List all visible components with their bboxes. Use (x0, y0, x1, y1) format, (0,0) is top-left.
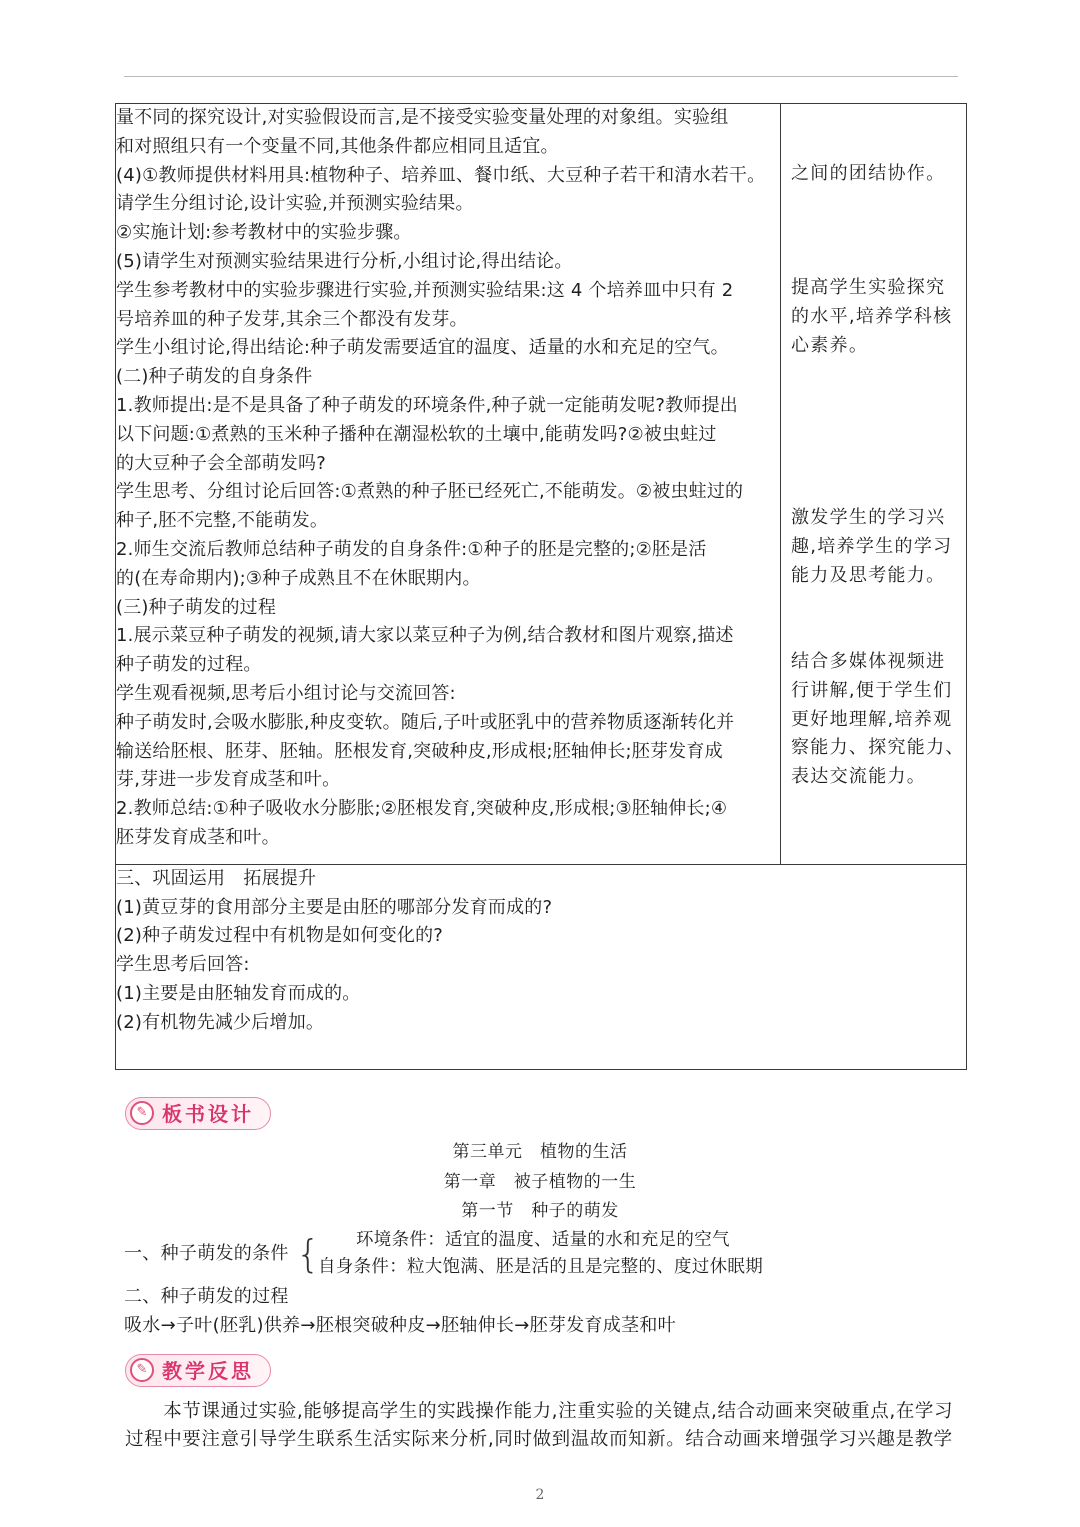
board-section-title: 第一节 种子的萌发 (461, 1201, 619, 1221)
design-intent-line: 的水平,培养学科核 (791, 305, 953, 327)
process-text-line: 学生参考教材中的实验步骤进行实验,并预测实验结果:这 4 个培养皿中只有 2 (116, 279, 734, 301)
board-process-label: 二、种子萌发的过程 (124, 1286, 289, 1307)
consolidation-cell (116, 864, 967, 1069)
consolidation-text-line: (2)有机物先减少后增加。 (116, 1011, 325, 1033)
consolidation-text-line: (2)种子萌发过程中有机物是如何变化的? (116, 925, 444, 947)
pencil-icon: ✎ (130, 1358, 154, 1382)
table-row-consolidation (116, 864, 967, 1069)
board-self-condition: 自身条件：粒大饱满、胚是活的且是完整的、度过休眠期 (318, 1257, 763, 1277)
process-text-line: 芽,芽进一步发育成茎和叶。 (116, 769, 341, 791)
process-text-line: 1.展示菜豆种子萌发的视频,请大家以菜豆种子为例,结合教材和图片观察,描述 (116, 625, 734, 647)
process-text-line: 的大豆种子会全部萌发吗? (116, 452, 326, 474)
design-intent-line: 激发学生的学习兴 (791, 507, 946, 528)
design-intent-line: 能力及思考能力。 (791, 564, 946, 586)
board-unit-title: 第三单元 植物的生活 (452, 1142, 628, 1162)
process-text-line: 学生观看视频,思考后小组讨论与交流回答: (116, 682, 456, 704)
design-intent-line: 结合多媒体视频进 (791, 651, 946, 672)
table-row-process (116, 104, 967, 865)
process-text-line: 种子,胚不完整,不能萌发。 (116, 510, 329, 532)
design-intent-block (791, 274, 952, 360)
consolidation-text-line: 学生思考后回答: (116, 954, 250, 976)
process-text-line: 请学生分组讨论,设计实验,并预测实验结果。 (116, 193, 474, 215)
brace-symbol: { (296, 1232, 321, 1276)
design-intent-cell (781, 104, 967, 865)
pencil-icon: ✎ (130, 1101, 154, 1125)
process-text-line: 种子萌发时,会吸水膨胀,种皮变软。随后,子叶或胚乳中的营养物质逐渐转化并 (116, 711, 735, 733)
process-text-line: 学生思考、分组讨论后回答:①煮熟的种子胚已经死亡,不能萌发。②被虫蛀过的 (116, 481, 744, 503)
process-text-line: 以下问题:①煮熟的玉米种子播种在潮湿松软的土壤中,能萌发吗?②被虫蛀过 (116, 423, 717, 445)
design-intent-block (791, 504, 952, 590)
reflection-badge (125, 1354, 271, 1387)
design-intent-line: 表达交流能力。 (791, 766, 927, 788)
process-text-line: 量不同的探究设计,对实验假设而言,是不接受实验变量处理的对象组。实验组 (116, 107, 729, 128)
process-text-line: 的(在寿命期内);③种子成熟且不在休眠期内。 (116, 567, 481, 589)
design-intent-line: 行讲解,便于学生们 (791, 679, 953, 701)
board-env-condition: 环境条件：适宜的温度、适量的水和充足的空气 (356, 1230, 730, 1250)
design-intent-block (791, 160, 945, 189)
process-text-line: (二)种子萌发的自身条件 (116, 366, 313, 388)
process-text-line: (4)①教师提供材料用具:植物种子、培养皿、餐巾纸、大豆种子若干和清水若干。 (116, 164, 766, 186)
process-text-line: 1.教师提出:是不是具备了种子萌发的环境条件,种子就一定能萌发呢?教师提出 (116, 394, 738, 416)
design-intent-line: 察能力、探究能力、 (791, 737, 965, 759)
process-text-line: ②实施计划:参考教材中的实验步骤。 (116, 222, 412, 244)
lesson-table (115, 103, 967, 1070)
board-process-chain: 吸水→子叶(胚乳)供养→胚根突破种皮→胚轴伸长→胚芽发育成茎和叶 (124, 1315, 676, 1336)
process-text-line: 胚芽发育成茎和叶。 (116, 826, 280, 848)
process-text-line: (5)请学生对预测实验结果进行分析,小组讨论,得出结论。 (116, 250, 573, 272)
board-design-title: 板书设计 (162, 1102, 254, 1126)
design-intent-line: 之间的团结协作。 (791, 163, 946, 184)
teaching-process-cell (116, 104, 781, 865)
process-text-line: 2.师生交流后教师总结种子萌发的自身条件:①种子的胚是完整的;②胚是活 (116, 538, 707, 560)
reflection-line: 过程中要注意引导学生联系生活实际来分析,同时做到温故而知新。结合动画来增强学习兴趣是教学 (125, 1429, 953, 1450)
page-number: 2 (535, 1487, 545, 1503)
consolidation-text-line: (1)主要是由胚轴发育而成的。 (116, 982, 361, 1004)
design-intent-block (791, 648, 965, 792)
process-text-line: 2.教师总结:①种子吸收水分膨胀;②胚根发育,突破种皮,形成根;③胚轴伸长;④ (116, 798, 728, 820)
design-intent-line: 提高学生实验探究 (791, 277, 946, 298)
process-text-line: 输送给胚根、胚芽、胚轴。胚根发育,突破种皮,形成根;胚轴伸长;胚芽发育成 (116, 740, 723, 762)
consolidation-text-line: (1)黄豆芽的食用部分主要是由胚的哪部分发育而成的? (116, 896, 553, 918)
design-intent-line: 趣,培养学生的学习 (791, 535, 953, 557)
consolidation-text-line: 三、巩固运用 拓展提升 (116, 867, 317, 889)
process-text-line: 号培养皿的种子发芽,其余三个都没有发芽。 (116, 308, 468, 330)
design-intent-line: 更好地理解,培养观 (791, 708, 953, 730)
process-text-line: 种子萌发的过程。 (116, 654, 262, 676)
reflection-title: 教学反思 (162, 1359, 254, 1383)
reflection-line: 本节课通过实验,能够提高学生的实践操作能力,注重实验的关键点,结合动画来突破重点,在学习 (125, 1401, 954, 1422)
header-rule (124, 76, 958, 77)
process-text-line: 学生小组讨论,得出结论:种子萌发需要适宜的温度、适量的水和充足的空气。 (116, 337, 729, 359)
design-intent-line: 心素养。 (791, 334, 869, 356)
board-conditions-label: 一、种子萌发的条件 (124, 1243, 289, 1264)
board-chapter-title: 第一章 被子植物的一生 (443, 1172, 637, 1192)
process-text-line: (三)种子萌发的过程 (116, 596, 277, 618)
board-design-badge (125, 1097, 271, 1130)
process-text-line: 和对照组只有一个变量不同,其他条件都应相同且适宜。 (116, 135, 559, 157)
